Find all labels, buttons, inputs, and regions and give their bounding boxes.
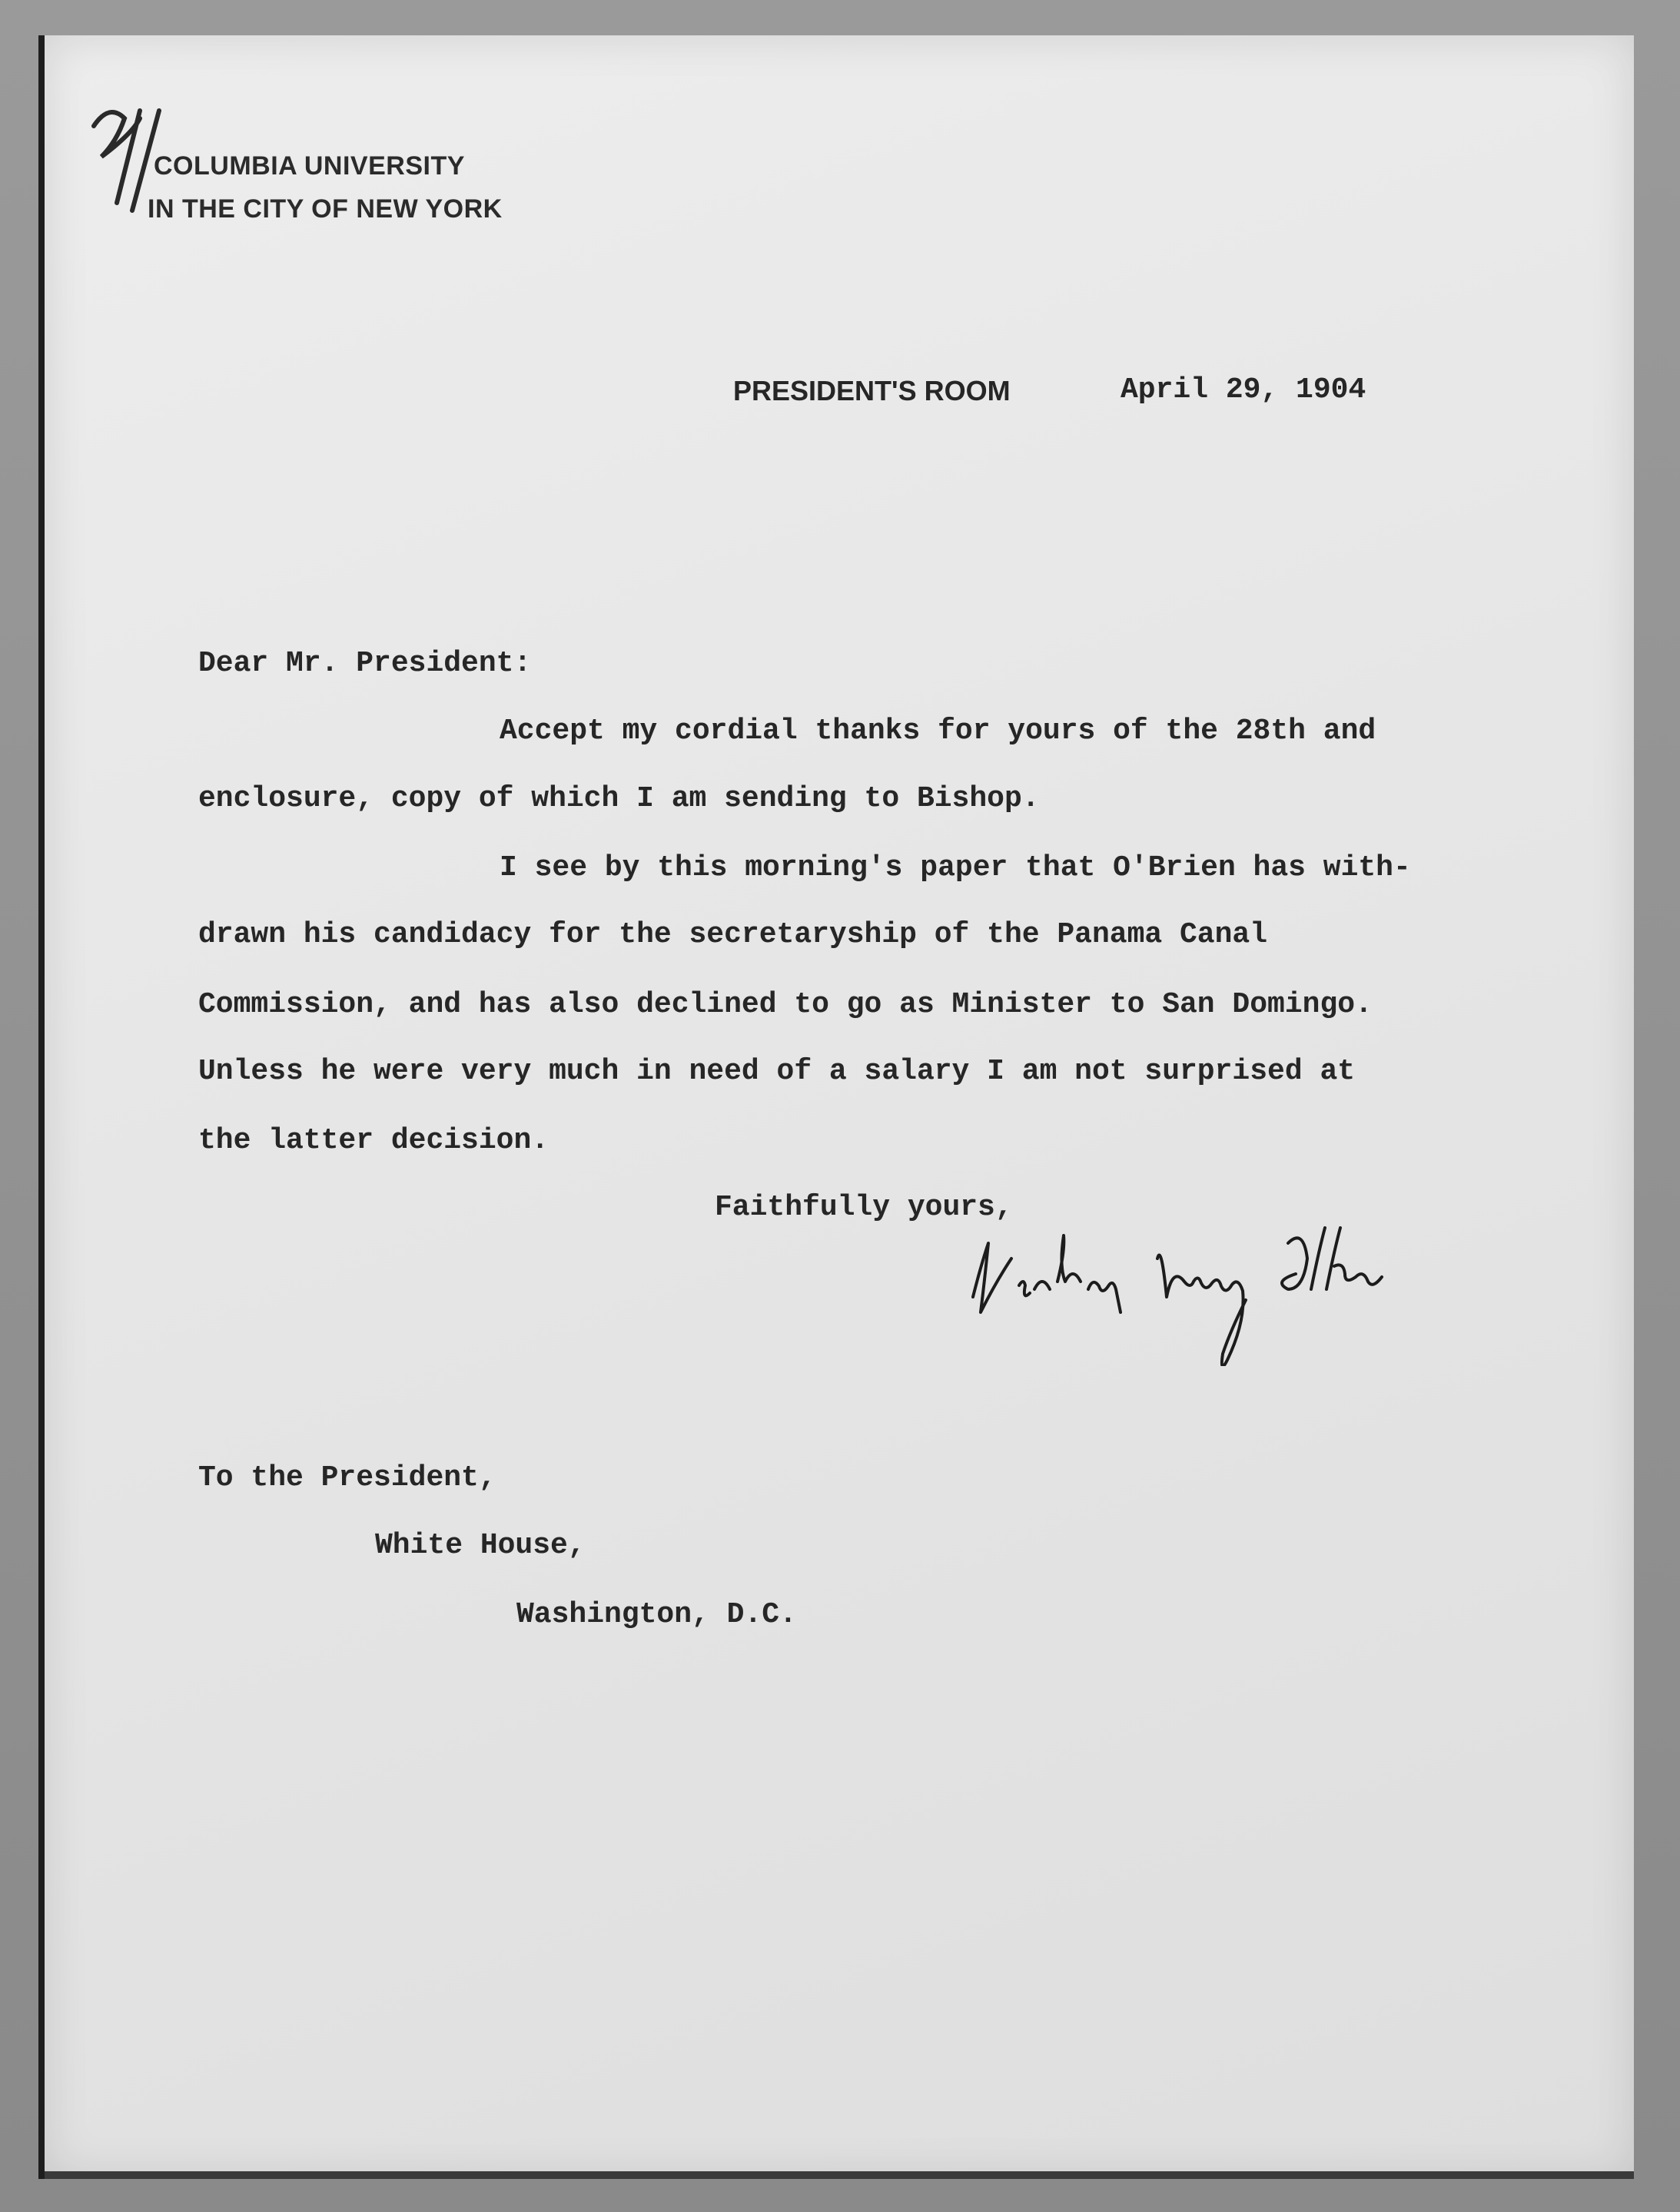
letterhead (148, 144, 503, 230)
letterhead-location: IN THE CITY OF NEW YORK (148, 194, 503, 224)
closing: Faithfully yours, (715, 1191, 1013, 1224)
address-line: To the President, (198, 1461, 496, 1494)
page-edge-bottom (45, 2171, 1634, 2179)
body-line: Unless he were very much in need of a salary I am not surprised at (198, 1055, 1356, 1088)
body-line: Commission, and has also declined to go as Minister to San Domingo. (198, 988, 1373, 1021)
body-line: I see by this morning's paper that O'Brien has with- (500, 851, 1411, 884)
address-line: Washington, D.C. (516, 1598, 797, 1631)
letterhead-institution: COLUMBIA UNIVERSITY (154, 151, 465, 181)
body-line: enclosure, copy of which I am sending to Bishop. (198, 782, 1040, 815)
body-line: Accept my cordial thanks for yours of the 28th and (500, 715, 1376, 748)
letter-page (45, 35, 1634, 2179)
signature (965, 1212, 1442, 1366)
address-line: White House, (375, 1529, 586, 1562)
body-line: the latter decision. (198, 1124, 549, 1157)
body-line: drawn his candidacy for the secretaryship of the Panama Canal (198, 918, 1268, 951)
letter-date: April 29, 1904 (1121, 373, 1366, 406)
office-label: PRESIDENT'S ROOM (733, 375, 1011, 406)
salutation: Dear Mr. President: (198, 647, 532, 680)
